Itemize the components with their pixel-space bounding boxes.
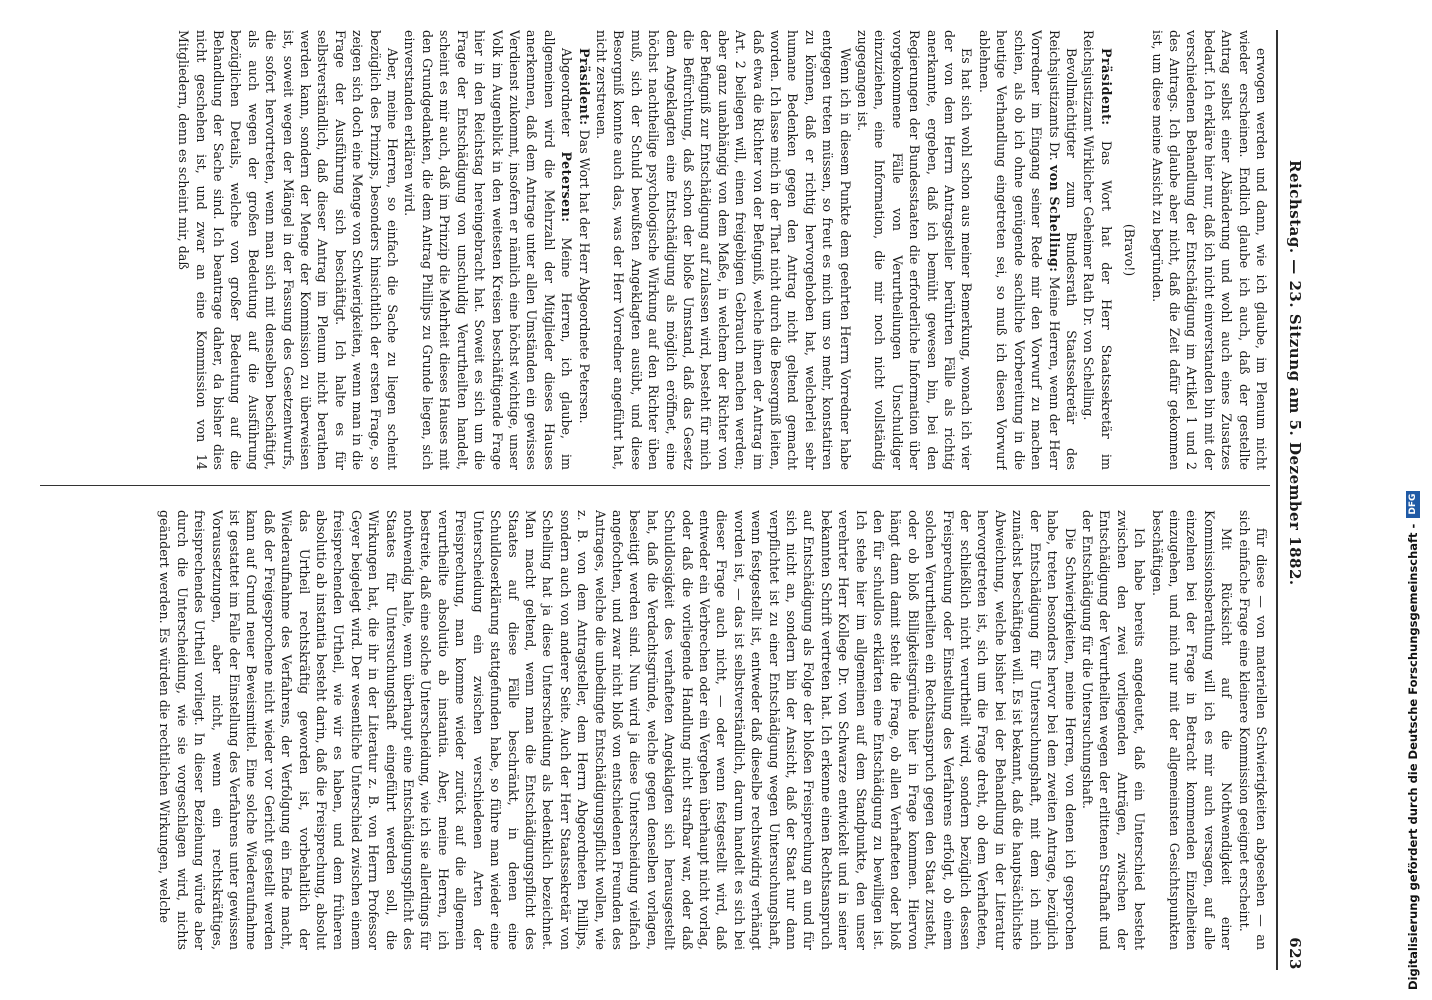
credit-text: Digitalisierung gefördert durch die Deutsche Forschungsgemeinschaft - bbox=[1406, 523, 1420, 990]
paragraph: Die Schwierigkeiten, meine Herren, von denen ich gesprochen habe, treten besonders hervor bei dem zweiten Antrage, bezüglich der Entschädigung für Untersuchungshaft, mit dem ich mich zunächst beschäftigen will. Es ist bekannt, daß die hauptsächlichste Abweichung, welche bisher bei der Behandlung in der Literatur hervorgetreten ist, sich um die Frage dreht, ob dem Verhafteten, der schließlich nicht verurtheilt wird, sondern bezüglich dessen Freisprechung oder Einstellung des Verfahrens erfolgt, ob einem solchen Verurtheilten ein Rechtsanspruch gegen den Staat zusteht, oder ob bloß Billigkeitsgründe hier in Frage kommen. Hiervon hängt dann damit steht die Frage, ob allen Verhafteten oder bloß den für schuldlos erklärten eine Entschädigung zu bewilligen ist. Ich stehe hier im allgemeinen auf dem Standpunkte, den unser verehrter Herr Kollege Dr. von Schwarze entwickelt und in seiner bekannten Schrift vertreten hat. Ich erkenne einen Rechtsanspruch auf Entschädigung als Folge der bloßen Freisprechung an und für sich nicht an, sondern bin der Ansicht, daß der Staat nur dann verpflichtet ist zu einer Entschädigung wegen Untersuchungshaft, wenn festgestellt ist, entweder daß dieselbe rechtswidrig verhängt worden ist, — das ist selbstverständlich, darum handelt es sich bei dieser Frage auch nicht, — oder wenn festgestellt wird, daß entweder ein Verbrechen oder ein Vergehen überhaupt nicht vorlag, oder daß die vorliegende Handlung nicht strafbar war, oder daß Schuldlosigkeit des verhafteten Angeklagten sich herausgestellt hat, daß die Verdachtsgründe, welche gegen denselben vorlagen, beseitigt werden sind. Nun wird ja diese Unterscheidung vielfach angefochten, und zwar nicht bloß von entschiedenen Freunden des Antrages, welche die unbedingte Entschädigungspflicht wollen, wie z. B. von dem Antragsteller, dem Herrn Abgeordneten Phillips, sondern auch von anderer Seite. Auch der Herr Staatssekretär von Schelling hat ja diese Unterscheidung als bedenklich bezeichnet. Man macht geltend, wenn man die Entschädigungspflicht des Staates auf diese Fälle beschränkt, in denen eine Schuldloserklärung stattgefunden habe, so führe man wieder eine Unterscheidung ein zwischen verschiedenen Arten der Freisprechung, man komme wieder zurück auf die allgemein verurtheilte absolutio ab instantia. Aber, meine Herren, ich bestreite, daß eine solche Unterscheidung, wie ich sie allerdings für nothwendig halte, wenn überhaupt eine Entschädigungspflicht des Staates für Untersuchungshaft eingeführt werden soll, die Wirkungen hat, die ihr in der Literatur z. B. von Herrn Professor Geyer beigelegt wird. Der wesentliche Unterschied zwischen einem freisprechenden Urtheil, wie wir es haben, und dem früheren absolutio ab instantia besteht darin, daß die Freisprechung, absolut das Urtheil rechtskräftig geworden ist, vorbehaltlich der Wiederaufnahme des Verfahrens, der Verfolgung ein Ende macht, daß der Freigesprochene nicht wieder vor Gericht gestellt werden kann auf Grund neuer Beweismittel. Eine solche Wiederaufnahme ist gestattet im Falle der Einstellung des Verfahrens unter gewissen Voraussetzungen, aber nicht, wenn ein rechtskräftiges, freisprechendes Urtheil vorliegt. In dieser Beziehung würde aber durch die Unterscheidung, wie sie vorgeschlagen wird, nichts geändert werden. Es würden die rechtlichen Wirkungen, welche bbox=[157, 510, 1078, 950]
paragraph: für diese — von materiellen Schwierigkeiten abgesehen — an sich einfache Frage eine kleinere Kommission geeignet erscheint. bbox=[1236, 510, 1269, 950]
paragraph bbox=[1080, 30, 1115, 470]
page-title: Reichstag. — 23. Sitzung am 5. Dezember 1882. bbox=[1286, 160, 1304, 586]
dfg-logo: DFG bbox=[1406, 491, 1420, 518]
interjection: (Bravo!) bbox=[1122, 223, 1138, 277]
speaker-label: Petersen: bbox=[559, 151, 575, 223]
speaker-label: von Schelling: bbox=[1046, 164, 1062, 273]
paragraph bbox=[976, 30, 1080, 470]
paragraph bbox=[401, 30, 575, 470]
paragraph: Mit Rücksicht auf die Nothwendigkeit einer Kommissionsberathung will ich es mir auch versagen, auf alle einzelnen bei der Frage in Betracht kommenden Einzelheiten einzugehen, und mich nur mit der allgemeinsten Gesichtspunkten beschäftigen. bbox=[1149, 510, 1235, 950]
digitization-credit bbox=[1400, 10, 1426, 990]
speech-text: Meine Herren, wenn der Herr Vorredner im Eingang seiner Rede mir den Vorwurf zu machen schien, als ob ich ohne genügende sachliche Vorbereitung in die heutige Verhandlung eingetreten sei, so muß ich diesen Vorwurf ablehnen. bbox=[976, 30, 1062, 470]
right-column bbox=[10, 510, 1270, 950]
speech-text: Das Wort hat der Herr Staatssekretär im Reichsjustizamt Wirklicher Geheimer Rath Dr. von Schelling. bbox=[1081, 30, 1114, 470]
speaker-label: Präsident: bbox=[1098, 48, 1114, 126]
speaker-label: Präsident: bbox=[576, 48, 592, 126]
column-rule bbox=[40, 485, 1270, 486]
paragraph: Wenn ich in diesem Punkte dem geehrten Herrn Vorredner habe entgegen treten müssen, so freut es mich um so mehr, konstatiren zu können, daß er richtig hervorgehoben hat, welcherlei sehr humane Bedenken gegen den Antrag nicht geltend gemacht worden. Ich lasse mich in der That nicht durch die Besorgniß leiten, daß etwa die Richter von der Befugniß, welche ihnen der Antrag im Art. 2 beilegen will, einen freigebigen Gebrauch machen werden; aber ganz unabhängig von dem Maße, in welchem der Richter von der Befugniß zur Entschädigung auf zulassen wird, besteht für mich die Befürchtung, daß schon der bloße Umstand, daß das Gesetz dem Angeklagten eine Entschädigung als möglich eröffnet, eine höchst nachtheilige psychologische Wirkung auf den Richter üben muß, sich der Schuld bewußten Angeklagten ausübt, und diese Besorgniß konnte auch das, was der Herr Vorredner angeführt hat, nicht zerstreuen. bbox=[593, 30, 853, 470]
left-column bbox=[10, 30, 1270, 470]
page-number: 623 bbox=[1286, 937, 1304, 970]
speech-text: Das Wort hat der Herr Abgeordnete Petersen. bbox=[576, 129, 592, 424]
speaker-role: Abgeordneter bbox=[559, 48, 575, 137]
paragraph bbox=[575, 30, 592, 470]
paragraph: erwogen werden und dann, wie ich glaube, im Plenum nicht wieder erscheinen. Endlich glaube ich auch, daß der gestellte Antrag selbst einer Abänderung und wohl auch eines Zusatzes bedarf. Ich erkläre hier nur, daß ich nicht einverstanden bin mit der verschiedenen Behandlung der Entschädigung im Artikel 1 und 2 des Antrags. Ich glaube aber nicht, daß die Zeit dafür gekommen ist, um diese meine Ansicht zu begründen. bbox=[1149, 30, 1269, 470]
paragraph: Aber, meine Herren, so einfach die Sache zu liegen scheint bezüglich des Prinzips, besonders hinsichtlich der ersten Frage, so zeigen sich doch eine Menge von Schwierigkeiten, wenn man in die Frage der Ausführung sich beschäftigt. Ich halte es für selbstverständlich, daß dieser Antrag im Plenum nicht berathen werden kann, sondern der Menge der Kommission zu überweisen ist, soweit wegen der Mängel in der Fassung des Gesetzentwurfs, die sofort hervortreten, wenn man sich mit denselben beschäftigt, als auch wegen der großen Bedeutung auf die Ausführung bezüglichen Details, welche von großer Bedeutung auf die Behandlung der Sache sind. Ich beantrage daher, da bisher dies nicht geschehen ist, und zwar an eine Kommission von 14 Mitgliedern, denn es scheint mir, daß bbox=[176, 30, 401, 470]
speech-text: Meine Herren, ich glaube, im allgemeinen wird die Mehrzahl der Mitglieder dieses Hauses anerkennen, daß dem Antrage unter allen Umständen ein gewisses Verdienst zukommt, insofern er nämlich eine höchst wichtige, unser Volk im Augenblick in den weitesten Kreisen beschäftigende Frage hier in den Reichstag hereingebracht hat. Soweit es sich um die Frage der Entschädigung von unschuldig Verurtheilten handelt, scheint es mir auch, daß im Prinzip die Mehrheit dieses Hauses mit den Grundgedanken, die dem Antrag Phillips zu Grunde liegen, sich einverstanden erklären wird. bbox=[402, 30, 575, 470]
paragraph: Es hat sich wohl schon aus meiner Bemerkung, wonach ich vier der von dem Herrn Antragsteller berührten Fälle als richtig anerkannte, ergeben, daß ich bemüht gewesen bin, bei den Regierungen der Bundesstaaten die erforderliche Information über vorgekommene Fälle von Verurtheilungen Unschuldiger einzuziehen, eine Information, die mir noch nicht vollständig zugegangen ist. bbox=[855, 30, 975, 470]
speaker-role: Bevollmächtigter zum Bundesrath Staatssekretär des Reichsjustizamts Dr. bbox=[1046, 30, 1079, 470]
running-head bbox=[1278, 30, 1304, 970]
header-rule bbox=[1276, 30, 1278, 970]
paragraph: Ich habe bereits angedeutet, daß ein Unterschied besteht zwischen den zwei vorliegenden Anträgen, zwischen der Entschädigung der Verurtheilten wegen der erlittenen Strafhaft und der Entschädigung für die Untersuchungshaft. bbox=[1079, 510, 1148, 950]
